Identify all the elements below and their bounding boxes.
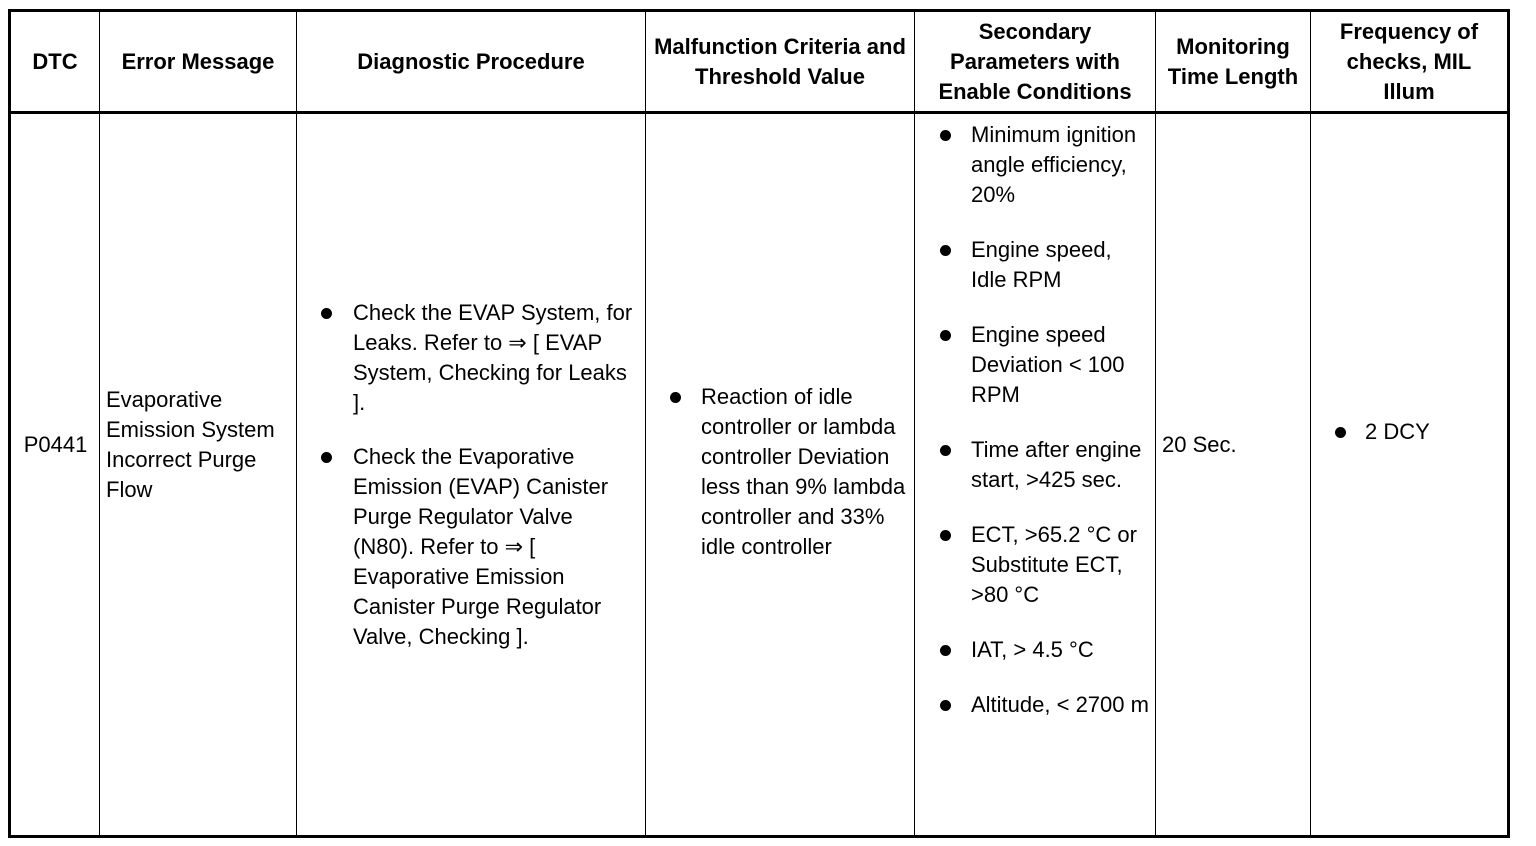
list-item <box>971 235 1151 295</box>
list-item <box>1365 417 1507 447</box>
header-malfunction-criteria: Malfunction Criteria and Threshold Value <box>646 11 915 113</box>
header-diagnostic-procedure: Diagnostic Procedure <box>297 11 646 113</box>
list-item <box>353 442 639 652</box>
monitoring-time-value: 20 Sec. <box>1162 431 1237 457</box>
error-message-cell <box>100 113 297 837</box>
bullet-icon <box>940 445 951 456</box>
bullet-icon <box>670 392 681 403</box>
list-item <box>971 635 1151 665</box>
parameter-text: Minimum ignition angle efficiency, 20% <box>971 122 1137 207</box>
diagnostic-procedure-cell <box>297 113 646 837</box>
header-frequency: Frequency of checks, MIL Illum <box>1311 11 1509 113</box>
list-item <box>353 298 639 418</box>
list-item <box>701 382 910 562</box>
dtc-code: P0441 <box>23 431 88 457</box>
malfunction-list <box>646 382 914 562</box>
procedure-list <box>297 298 645 652</box>
header-row <box>10 11 1509 113</box>
malfunction-criteria-cell <box>646 113 915 837</box>
header-monitoring-time: Monitoring Time Length <box>1156 11 1311 113</box>
bullet-icon <box>940 245 951 256</box>
bullet-icon <box>940 330 951 341</box>
list-item <box>971 690 1151 720</box>
parameter-text: ECT, >65.2 °C or Substitute ECT, >80 °C <box>971 522 1137 607</box>
parameter-text: Engine speed, Idle RPM <box>971 237 1112 292</box>
frequency-cell <box>1311 113 1509 837</box>
error-message-text: Evaporative Emission System Incorrect Purge Flow <box>106 386 275 502</box>
frequency-value: 2 DCY <box>1365 418 1430 444</box>
frequency-list <box>1311 417 1507 447</box>
secondary-parameters-list <box>915 120 1155 720</box>
header-dtc: DTC <box>10 11 100 113</box>
bullet-icon <box>940 645 951 656</box>
list-item <box>971 435 1151 495</box>
dtc-table <box>8 9 1510 838</box>
dtc-cell <box>10 113 100 837</box>
header-secondary-parameters: Secondary Parameters with Enable Conditions <box>915 11 1156 113</box>
procedure-step-text: Check the EVAP System, for Leaks. Refer to ⇒ [ EVAP System, Checking for Leaks ]. <box>353 299 633 415</box>
parameter-text: Engine speed Deviation < 100 RPM <box>971 322 1125 407</box>
bullet-icon <box>940 530 951 541</box>
malfunction-text: Reaction of idle controller or lambda controller Deviation less than 9% lambda controller and 33% idle controller <box>701 383 906 559</box>
header-error-message: Error Message <box>100 11 297 113</box>
table-row <box>10 113 1509 837</box>
monitoring-time-cell <box>1156 113 1311 837</box>
parameter-text: Time after engine start, >425 sec. <box>971 437 1142 492</box>
list-item <box>971 120 1151 210</box>
parameter-text: Altitude, < 2700 m <box>971 692 1149 717</box>
parameter-text: IAT, > 4.5 °C <box>971 637 1094 662</box>
list-item <box>971 320 1151 410</box>
secondary-parameters-cell <box>915 113 1156 837</box>
list-item <box>971 520 1151 610</box>
bullet-icon <box>321 308 332 319</box>
bullet-icon <box>940 700 951 711</box>
bullet-icon <box>1335 427 1346 438</box>
bullet-icon <box>321 452 332 463</box>
procedure-step-text: Check the Evaporative Emission (EVAP) Canister Purge Regulator Valve (N80). Refer to ⇒ [ Evaporative Emission Canister Purge Regulator Valve, Checking ]. <box>353 443 609 649</box>
bullet-icon <box>940 130 951 141</box>
